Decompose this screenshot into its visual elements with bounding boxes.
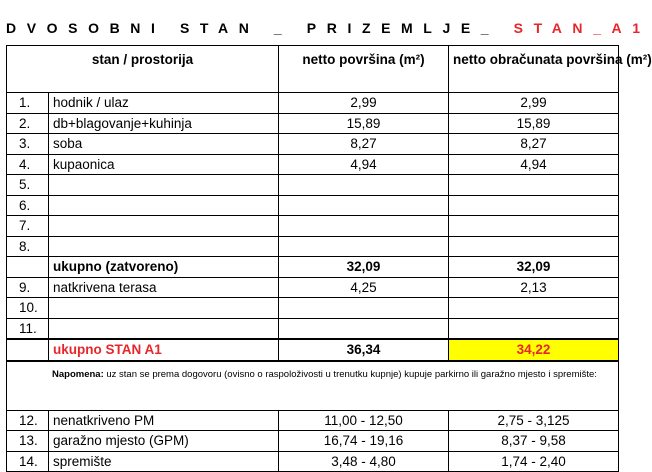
row-net-calc-area [449, 236, 619, 257]
row-room-name [49, 195, 279, 216]
table-row [7, 277, 619, 298]
row-net-area [279, 318, 449, 339]
row-room-name [49, 298, 279, 319]
row-net-calc-area: 2,99 [449, 93, 619, 114]
table-row [7, 175, 619, 196]
table-row [7, 216, 619, 237]
row-number: 12. [7, 410, 49, 431]
title-unit: STAN_A1 [513, 20, 651, 36]
row-net-calc-area: 1,74 - 2,40 [449, 451, 619, 472]
row-net-area: 15,89 [279, 113, 449, 134]
row-net-area: 4,94 [279, 154, 449, 175]
row-net-calc-area [449, 216, 619, 237]
row-net-calc-area: 2,75 - 3,125 [449, 410, 619, 431]
table-row [7, 154, 619, 175]
table-row [7, 195, 619, 216]
row-room-name [49, 318, 279, 339]
table-row [7, 93, 619, 114]
row-net-calc-area: 15,89 [449, 113, 619, 134]
table-row [7, 410, 619, 431]
row-number: 14. [7, 451, 49, 472]
row-net-area: 4,25 [279, 277, 449, 298]
row-room-name: hodnik / ulaz [49, 93, 279, 114]
note-body: uz stan se prema dogovoru (ovisno o raspoloživosti u trenutku kupnje) kupuje parkirno ili garažno mjesto i spremište: [103, 368, 597, 380]
row-number: 2. [7, 113, 49, 134]
document-title [6, 20, 651, 40]
table-row [7, 113, 619, 134]
table-row [7, 451, 619, 472]
row-number: 6. [7, 195, 49, 216]
row-number: 9. [7, 277, 49, 298]
row-net-calc-area [449, 298, 619, 319]
total-number [7, 339, 49, 361]
subtotal-label: ukupno (zatvoreno) [49, 257, 279, 278]
area-table [6, 45, 652, 472]
row-number: 10. [7, 298, 49, 319]
subtotal-net-area: 32,09 [279, 257, 449, 278]
row-net-area [279, 175, 449, 196]
row-number: 1. [7, 93, 49, 114]
header-net-area: netto površina (m²) [279, 46, 449, 93]
row-net-calc-area: 4,94 [449, 154, 619, 175]
title-main: DVOSOBNI STAN _ PRIZEMLJE_ [6, 20, 514, 36]
subtotal-net-calc-area: 32,09 [449, 257, 619, 278]
row-number: 7. [7, 216, 49, 237]
row-net-area: 16,74 - 19,16 [279, 431, 449, 452]
row-room-name [49, 236, 279, 257]
table-row [7, 431, 619, 452]
row-net-calc-area [449, 195, 619, 216]
row-net-area: 8,27 [279, 134, 449, 155]
row-number: 4. [7, 154, 49, 175]
header-row [7, 46, 619, 93]
row-room-name [49, 216, 279, 237]
row-room-name: garažno mjesto (GPM) [49, 431, 279, 452]
subtotal-number [7, 257, 49, 278]
row-net-area [279, 216, 449, 237]
total-label: ukupno STAN A1 [49, 339, 279, 361]
note-text [7, 361, 619, 411]
row-net-calc-area [449, 175, 619, 196]
row-net-calc-area: 2,13 [449, 277, 619, 298]
total-net-calc-area: 34,22 [449, 339, 619, 361]
row-room-name: spremište [49, 451, 279, 472]
row-number: 5. [7, 175, 49, 196]
row-room-name: natkrivena terasa [49, 277, 279, 298]
row-net-area: 3,48 - 4,80 [279, 451, 449, 472]
row-room-name: nenatkriveno PM [49, 410, 279, 431]
row-number: 8. [7, 236, 49, 257]
row-net-area: 2,99 [279, 93, 449, 114]
row-net-area [279, 236, 449, 257]
header-net-calc-area: netto obračunata površina (m²) [449, 46, 619, 93]
row-number: 3. [7, 134, 49, 155]
row-room-name: db+blagovanje+kuhinja [49, 113, 279, 134]
table-row [7, 318, 619, 339]
note-label: Napomena: [52, 368, 104, 380]
row-number: 11. [7, 318, 49, 339]
row-net-area [279, 195, 449, 216]
note-row [7, 361, 619, 411]
table-row [7, 236, 619, 257]
row-net-calc-area [449, 318, 619, 339]
row-number: 13. [7, 431, 49, 452]
row-net-calc-area: 8,37 - 9,58 [449, 431, 619, 452]
header-room: stan / prostorija [7, 46, 279, 93]
row-net-area: 11,00 - 12,50 [279, 410, 449, 431]
table-row [7, 134, 619, 155]
table-row [7, 298, 619, 319]
subtotal-row [7, 257, 619, 278]
total-row [7, 339, 619, 361]
row-room-name: kupaonica [49, 154, 279, 175]
total-net-area: 36,34 [279, 339, 449, 361]
row-net-calc-area: 8,27 [449, 134, 619, 155]
row-net-area [279, 298, 449, 319]
row-room-name [49, 175, 279, 196]
row-room-name: soba [49, 134, 279, 155]
